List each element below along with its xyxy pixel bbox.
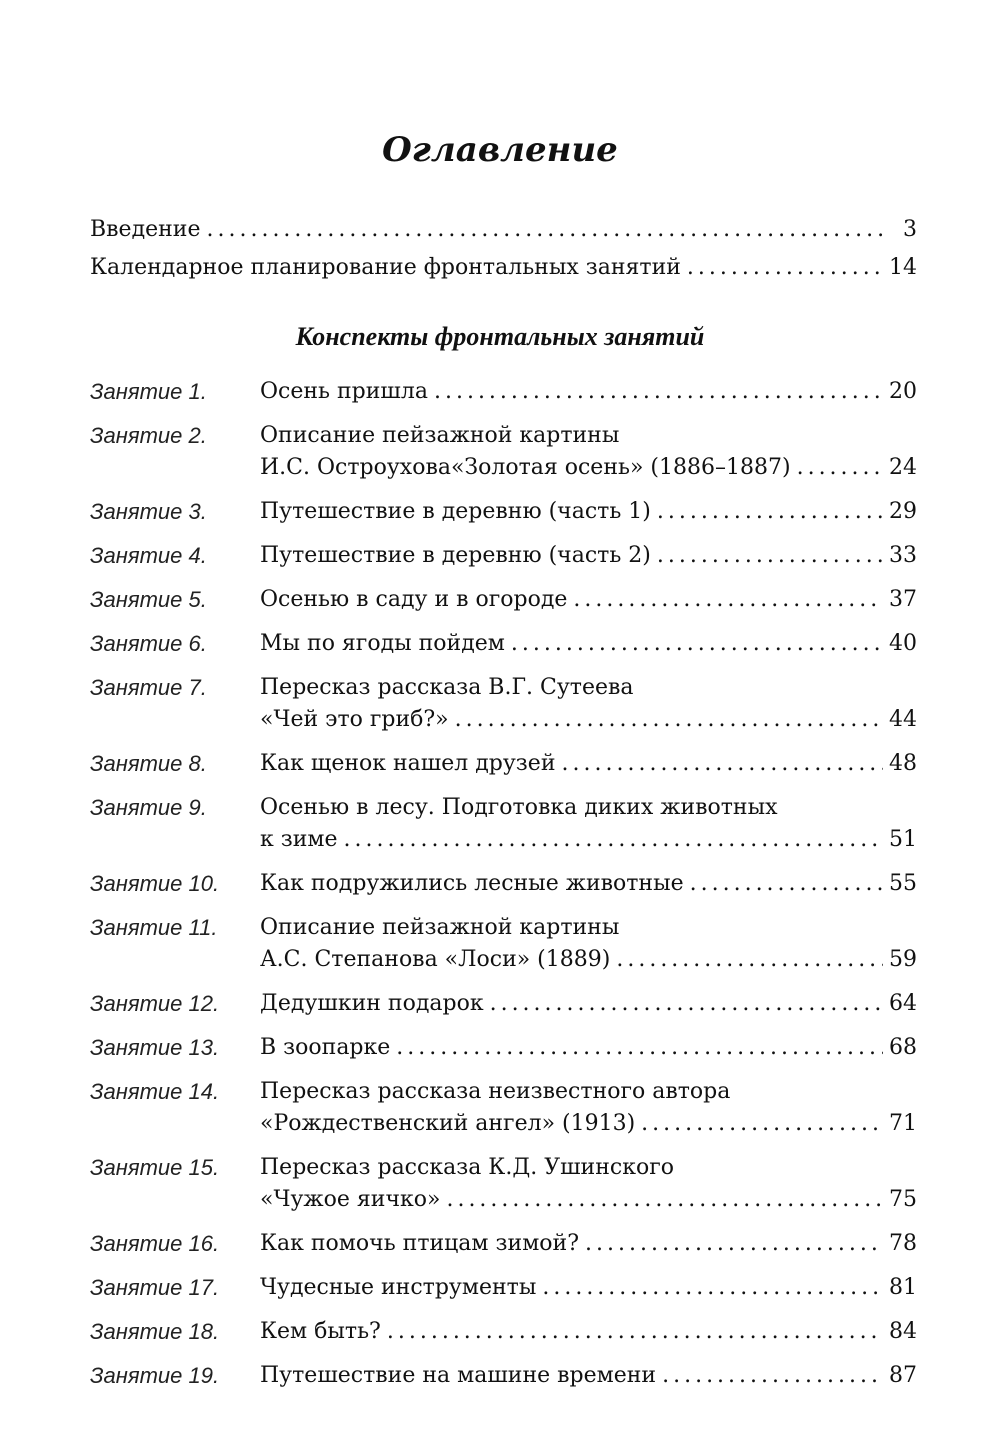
lesson-entry[interactable]	[90, 376, 917, 408]
lesson-title: «Рождественский ангел» (1913)	[260, 1111, 636, 1136]
lesson-entry[interactable]	[90, 868, 917, 900]
lesson-body	[260, 1076, 917, 1140]
lesson-title-last-line	[260, 496, 917, 528]
lesson-entry[interactable]	[90, 1360, 917, 1392]
dot-leader	[434, 376, 883, 408]
lesson-title: «Чей это гриб?»	[260, 707, 449, 732]
lesson-title-last-line	[260, 1360, 917, 1392]
lesson-title-line: Описание пейзажной картины	[260, 915, 620, 940]
lesson-label: Занятие 17.	[90, 1275, 220, 1300]
lesson-title-last-line	[260, 988, 917, 1020]
lesson-page: 20	[889, 379, 917, 404]
lesson-title-last-line	[260, 1184, 917, 1216]
dot-leader	[490, 988, 883, 1020]
lesson-title-line: Осенью в лесу. Подготовка диких животных	[260, 795, 778, 820]
lesson-label: Занятие 14.	[90, 1079, 220, 1104]
lesson-entry[interactable]	[90, 912, 917, 976]
lesson-title: Кем быть?	[260, 1319, 381, 1344]
lesson-title-last-line	[260, 628, 917, 660]
entry-title: Календарное планирование фронтальных занятий	[90, 255, 681, 280]
lesson-body	[260, 1360, 917, 1392]
lesson-body	[260, 1316, 917, 1348]
entry-page: 3	[903, 217, 917, 242]
lesson-title-last-line	[260, 1272, 917, 1304]
entry-title: Введение	[90, 217, 201, 242]
lesson-body	[260, 672, 917, 736]
dot-leader	[344, 824, 883, 856]
lesson-title-last-line	[260, 376, 917, 408]
lesson-title-last-line	[260, 868, 917, 900]
lesson-page: 64	[889, 991, 917, 1016]
lesson-entry[interactable]	[90, 1316, 917, 1348]
lesson-label: Занятие 8.	[90, 751, 207, 776]
lesson-page: 84	[889, 1319, 917, 1344]
lesson-entry[interactable]	[90, 672, 917, 736]
lesson-entry[interactable]	[90, 1152, 917, 1216]
lesson-body	[260, 1228, 917, 1260]
dot-leader	[396, 1032, 883, 1064]
lesson-body	[260, 912, 917, 976]
lesson-title: Осенью в саду и в огороде	[260, 587, 568, 612]
lesson-label: Занятие 2.	[90, 423, 207, 448]
lesson-entry[interactable]	[90, 420, 917, 484]
lesson-body	[260, 868, 917, 900]
lesson-body	[260, 792, 917, 856]
lesson-label: Занятие 4.	[90, 543, 207, 568]
lesson-body	[260, 376, 917, 408]
section-heading: Конспекты фронтальных занятий	[295, 322, 705, 351]
dot-leader	[446, 1184, 883, 1216]
lesson-title: к зиме	[260, 827, 338, 852]
page-title: Оглавление	[382, 130, 618, 170]
lesson-entry[interactable]	[90, 792, 917, 856]
lesson-label: Занятие 12.	[90, 991, 220, 1016]
lesson-title-line: Пересказ рассказа К.Д. Ушинского	[260, 1155, 674, 1180]
lesson-title: В зоопарке	[260, 1035, 391, 1060]
lesson-title: Как щенок нашел друзей	[260, 751, 556, 776]
lesson-entry[interactable]	[90, 540, 917, 572]
lesson-label: Занятие 13.	[90, 1035, 220, 1060]
lesson-entry[interactable]	[90, 628, 917, 660]
lesson-page: 81	[889, 1275, 917, 1300]
lesson-label: Занятие 3.	[90, 499, 207, 524]
lesson-entry[interactable]	[90, 1228, 917, 1260]
lesson-label: Занятие 15.	[90, 1155, 220, 1180]
lesson-page: 51	[889, 827, 917, 852]
dot-leader	[542, 1272, 883, 1304]
dot-leader	[797, 452, 883, 484]
lesson-title: Осень пришла	[260, 379, 428, 404]
lesson-entry[interactable]	[90, 748, 917, 780]
dot-leader	[562, 748, 884, 780]
lesson-page: 37	[889, 587, 917, 612]
lesson-title: И.С. Остроухова«Золотая осень» (1886–1887)	[260, 455, 791, 480]
lesson-entry[interactable]	[90, 1032, 917, 1064]
lesson-page: 33	[889, 543, 917, 568]
lesson-page: 29	[889, 499, 917, 524]
dot-leader	[657, 540, 883, 572]
lesson-page: 68	[889, 1035, 917, 1060]
lesson-title-last-line	[260, 452, 917, 484]
intro-entries	[90, 214, 917, 290]
dot-leader	[387, 1316, 883, 1348]
lesson-entry[interactable]	[90, 1272, 917, 1304]
lesson-label: Занятие 6.	[90, 631, 207, 656]
lesson-title: Путешествие в деревню (часть 2)	[260, 543, 651, 568]
lesson-body	[260, 1272, 917, 1304]
lesson-title: Дедушкин подарок	[260, 991, 484, 1016]
dot-leader	[690, 868, 883, 900]
dot-leader	[206, 214, 885, 246]
lesson-title-last-line	[260, 704, 917, 736]
lesson-title: Чудесные инструменты	[260, 1275, 537, 1300]
lesson-title-last-line	[260, 824, 917, 856]
lesson-body	[260, 540, 917, 572]
entry-page: 14	[889, 255, 917, 280]
lesson-page: 59	[889, 947, 917, 972]
dot-leader	[662, 1360, 883, 1392]
lesson-label: Занятие 19.	[90, 1363, 220, 1388]
dot-leader	[585, 1228, 883, 1260]
lesson-title-last-line	[260, 584, 917, 616]
dot-leader	[616, 944, 883, 976]
lesson-title-last-line	[260, 1032, 917, 1064]
lesson-title-last-line	[260, 1108, 917, 1140]
lesson-title: «Чужое яичко»	[260, 1187, 441, 1212]
lesson-title-line: Пересказ рассказа неизвестного автора	[260, 1079, 731, 1104]
lesson-title-line: Описание пейзажной картины	[260, 423, 620, 448]
lesson-label: Занятие 11.	[90, 915, 218, 940]
toc-entry[interactable]	[90, 252, 917, 284]
lesson-body	[260, 1152, 917, 1216]
lesson-label: Занятие 10.	[90, 871, 220, 896]
lesson-title: Путешествие на машине времени	[260, 1363, 657, 1388]
lesson-label: Занятие 18.	[90, 1319, 220, 1344]
dot-leader	[511, 628, 883, 660]
lesson-title-line: Пересказ рассказа В.Г. Сутеева	[260, 675, 634, 700]
lesson-title-last-line	[260, 1316, 917, 1348]
lesson-title-last-line	[260, 540, 917, 572]
lesson-entry[interactable]	[90, 496, 917, 528]
lesson-page: 78	[889, 1231, 917, 1256]
lesson-body	[260, 748, 917, 780]
lesson-list	[90, 376, 917, 1404]
dot-leader	[573, 584, 883, 616]
lesson-body	[260, 628, 917, 660]
lesson-page: 48	[889, 751, 917, 776]
lesson-title: А.С. Степанова «Лоси» (1889)	[260, 947, 611, 972]
lesson-page: 40	[889, 631, 917, 656]
lesson-label: Занятие 16.	[90, 1231, 220, 1256]
dot-leader	[687, 252, 883, 284]
lesson-title: Путешествие в деревню (часть 1)	[260, 499, 651, 524]
lesson-entry[interactable]	[90, 1076, 917, 1140]
lesson-entry[interactable]	[90, 584, 917, 616]
toc-entry[interactable]	[90, 214, 917, 246]
lesson-label: Занятие 5.	[90, 587, 207, 612]
lesson-label: Занятие 9.	[90, 795, 207, 820]
lesson-page: 55	[889, 871, 917, 896]
lesson-label: Занятие 1.	[90, 379, 207, 404]
lesson-page: 44	[889, 707, 917, 732]
lesson-body	[260, 420, 917, 484]
lesson-title-last-line	[260, 1228, 917, 1260]
lesson-page: 24	[889, 455, 917, 480]
lesson-title: Как помочь птицам зимой?	[260, 1231, 580, 1256]
lesson-body	[260, 1032, 917, 1064]
lesson-title: Как подружились лесные животные	[260, 871, 684, 896]
lesson-page: 71	[889, 1111, 917, 1136]
lesson-label: Занятие 7.	[90, 675, 207, 700]
lesson-body	[260, 988, 917, 1020]
lesson-body	[260, 584, 917, 616]
dot-leader	[657, 496, 883, 528]
lesson-entry[interactable]	[90, 988, 917, 1020]
lesson-title-last-line	[260, 748, 917, 780]
lesson-body	[260, 496, 917, 528]
dot-leader	[641, 1108, 883, 1140]
lesson-page: 75	[889, 1187, 917, 1212]
lesson-page: 87	[889, 1363, 917, 1388]
lesson-title: Мы по ягоды пойдем	[260, 631, 505, 656]
lesson-title-last-line	[260, 944, 917, 976]
dot-leader	[455, 704, 883, 736]
